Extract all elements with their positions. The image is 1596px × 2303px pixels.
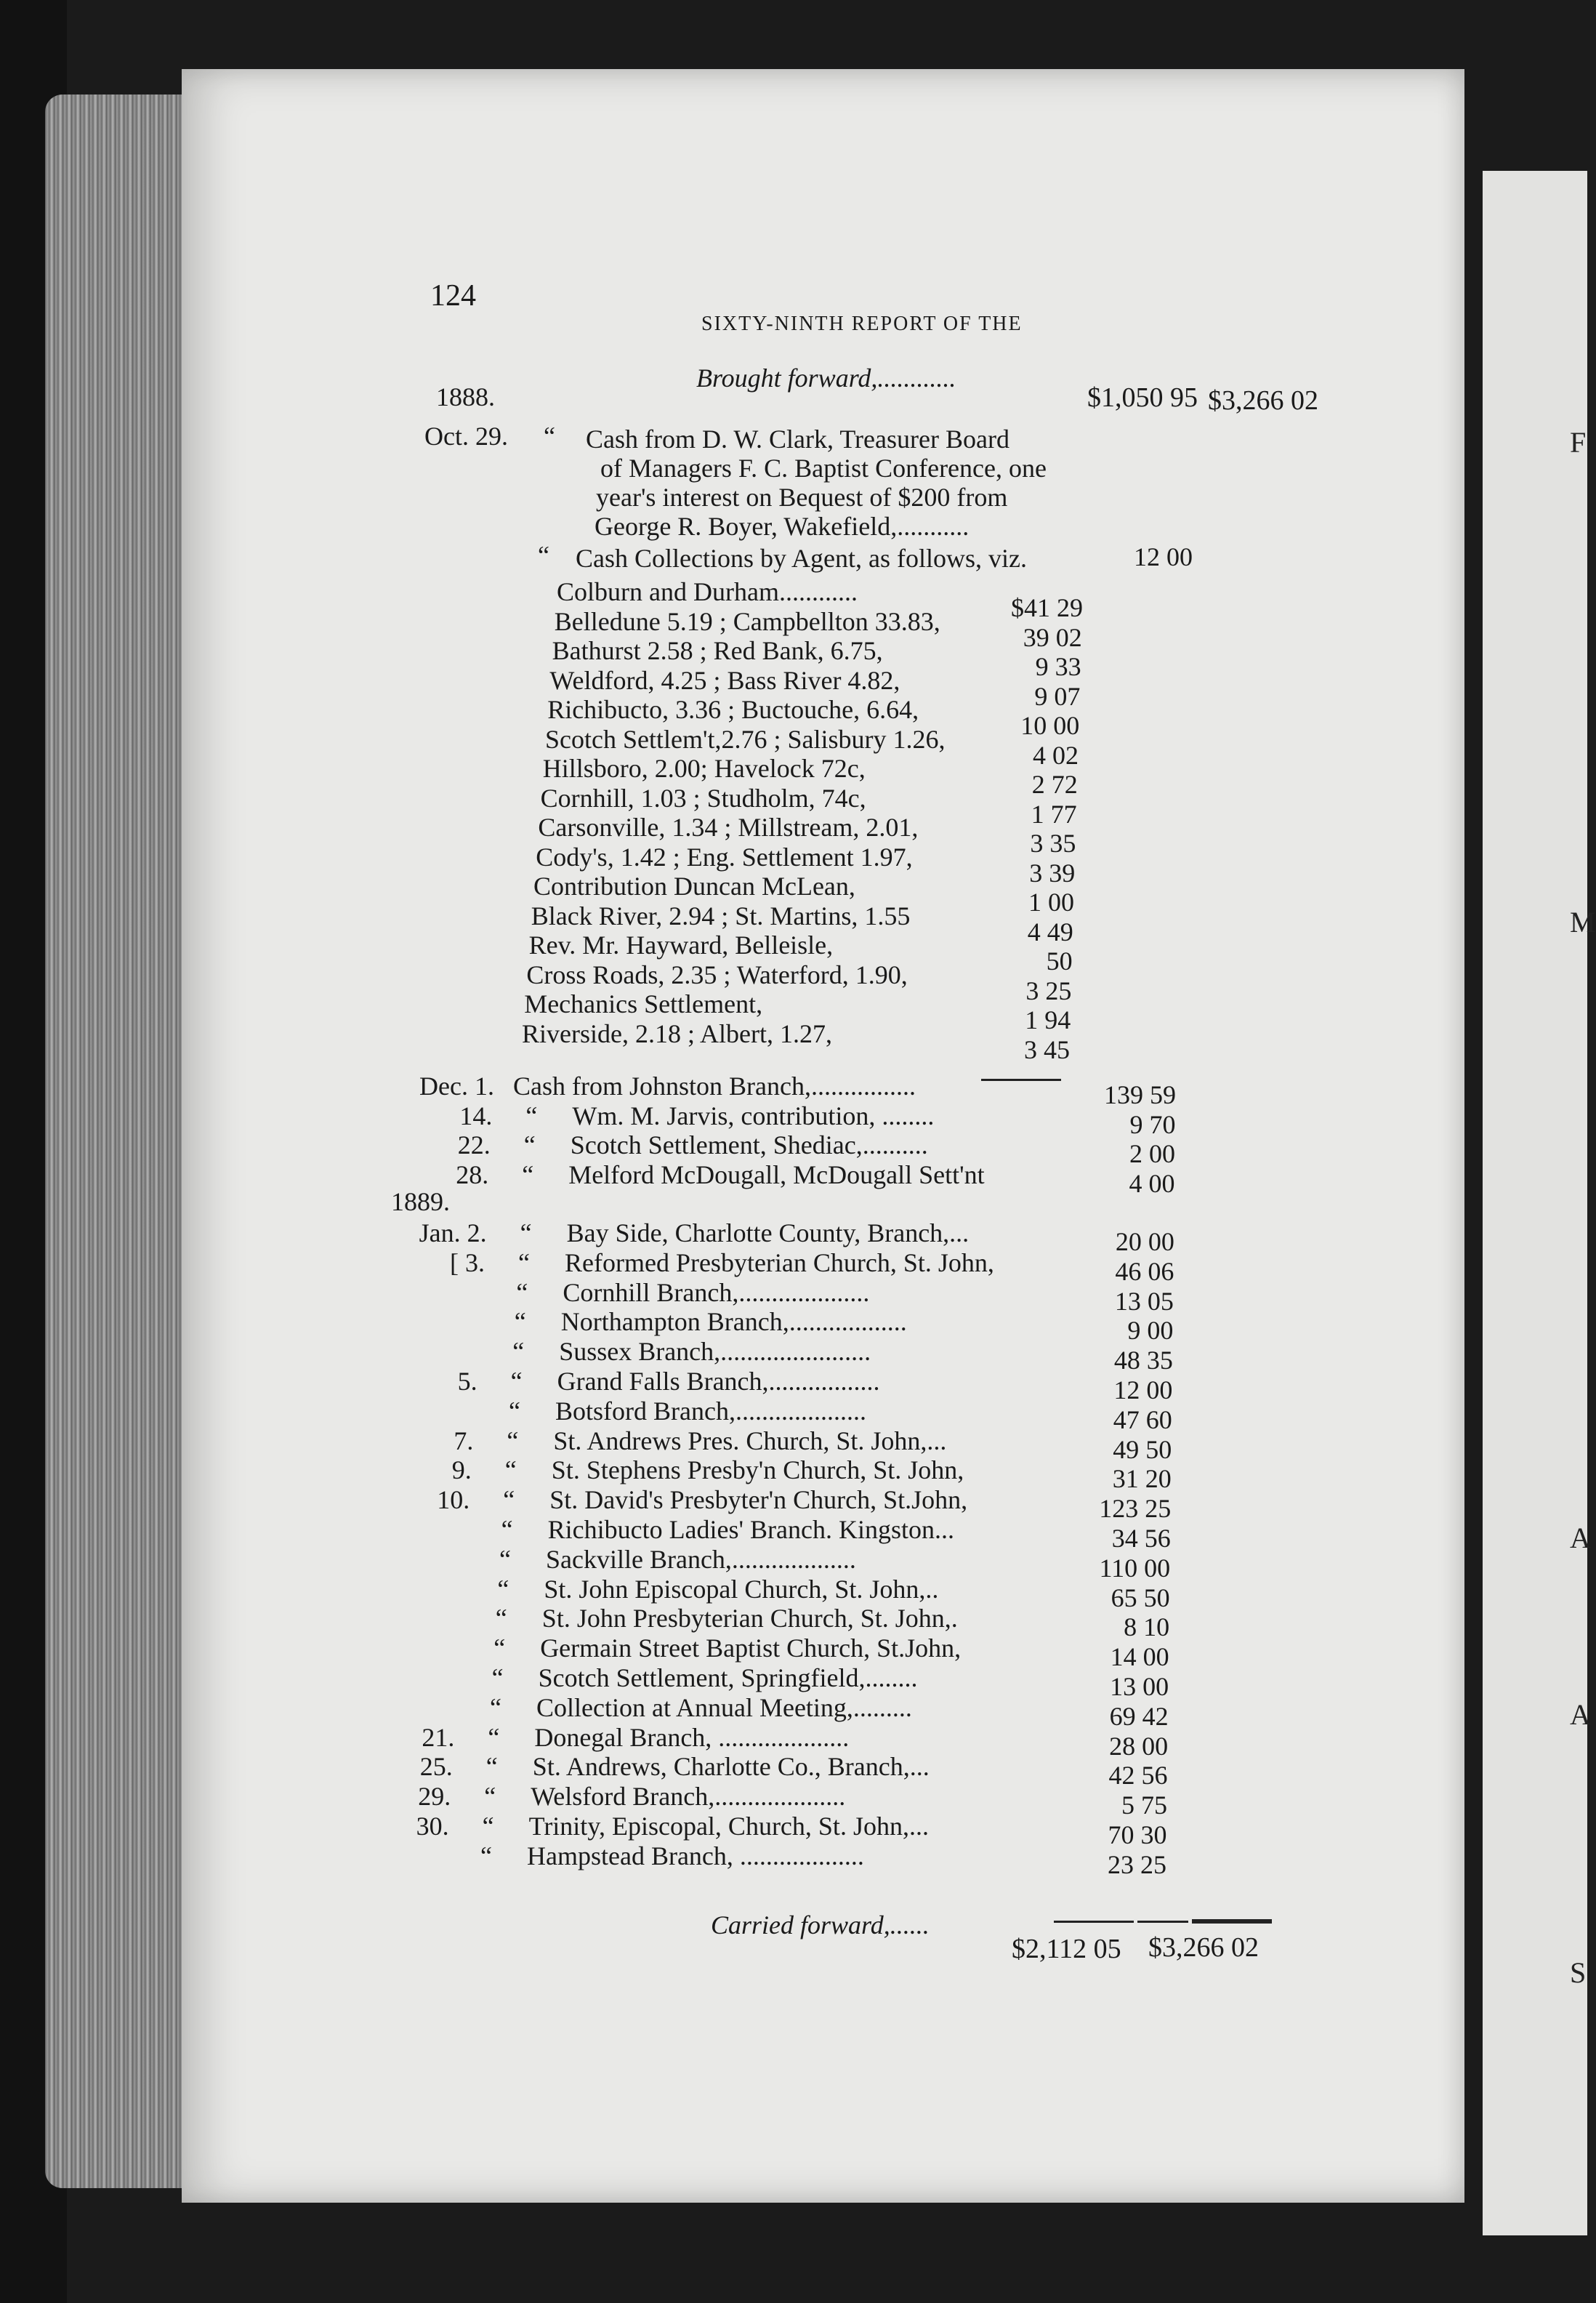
- facing-page-letter: F: [1570, 426, 1587, 459]
- agent-item-text: Weldford, 4.25 ; Bass River 4.82,: [549, 665, 900, 695]
- carried-forward-label: Carried forward,......: [711, 1910, 930, 1940]
- entry-date: Dec. 1.: [419, 1072, 494, 1101]
- ditto-mark: “: [523, 1130, 536, 1159]
- entry-text: Collection at Annual Meeting,.........: [536, 1692, 912, 1722]
- agent-item-amount: $41 29: [1011, 593, 1083, 622]
- agent-item-amount: 39 02: [1023, 622, 1082, 652]
- entry-date: Jan. 2.: [419, 1218, 487, 1247]
- ditto-mark: “: [520, 1218, 532, 1247]
- ditto-mark: “: [490, 1692, 501, 1722]
- table-row: [0, 1722, 1587, 1761]
- entry-date: 29.: [418, 1782, 451, 1812]
- ditto-mark: “: [504, 1455, 517, 1485]
- entry-text: Cornhill Branch,....................: [563, 1277, 870, 1307]
- entry-amount: 12 00: [1134, 542, 1193, 571]
- ditto-mark: “: [497, 1574, 509, 1604]
- agent-item-text: Cross Roads, 2.35 ; Waterford, 1.90,: [526, 960, 908, 989]
- facing-page: [1483, 171, 1587, 2235]
- table-row: [0, 1663, 1587, 1701]
- table-row: [0, 1159, 1587, 1198]
- table-row: [0, 1396, 1587, 1434]
- entry-date: 21.: [422, 1722, 455, 1752]
- entry-text: St. Stephens Presby'n Church, St. John,: [551, 1455, 964, 1485]
- entry-text: year's interest on Bequest of $200 from: [596, 483, 1008, 512]
- ditto-mark: “: [485, 1752, 498, 1782]
- agent-collections-header: Cash Collections by Agent, as follows, viz.: [576, 544, 1027, 573]
- table-row: [0, 1367, 1587, 1404]
- entry-amount: 65 50: [1111, 1583, 1170, 1612]
- entry-amount: 42 56: [1108, 1761, 1168, 1790]
- table-row: [0, 1101, 1587, 1139]
- entry-amount: 9 00: [1127, 1316, 1174, 1346]
- entry-amount: 48 35: [1113, 1346, 1173, 1375]
- entry-date: 7.: [454, 1426, 474, 1455]
- agent-item-amount: 9 07: [1034, 681, 1081, 711]
- agent-item-text: Carsonville, 1.34 ; Millstream, 2.01,: [538, 813, 919, 842]
- entry-date: [ 3.: [450, 1247, 485, 1277]
- entry-text: George R. Boyer, Wakefield,...........: [595, 512, 970, 541]
- ditto-mark: “: [488, 1722, 500, 1752]
- agent-item-text: Scotch Settlem't,2.76 ; Salisbury 1.26,: [545, 724, 946, 754]
- agent-item-amount: 3 25: [1025, 976, 1072, 1005]
- entry-text: Germain Street Baptist Church, St.John,: [540, 1633, 962, 1663]
- agent-item-amount: 3 35: [1030, 829, 1076, 858]
- entry-text: of Managers F. C. Baptist Conference, one: [600, 454, 1047, 483]
- running-head: SIXTY-NINTH REPORT OF THE: [701, 313, 1023, 335]
- agent-item-text: Riverside, 2.18 ; Albert, 1.27,: [522, 1018, 832, 1048]
- table-row: [0, 1337, 1587, 1375]
- ditto-mark: “: [538, 541, 549, 570]
- agent-item-amount: 2 72: [1031, 770, 1078, 799]
- entry-amount: 49 50: [1113, 1434, 1172, 1464]
- entry-amount: 123 25: [1099, 1494, 1172, 1524]
- table-row: [0, 1307, 1587, 1346]
- entry-amount: 70 30: [1108, 1820, 1167, 1849]
- table-row: [0, 1072, 1587, 1109]
- ditto-mark: “: [522, 1159, 534, 1189]
- entry-date: 25.: [419, 1752, 453, 1782]
- entry-date: 10.: [437, 1485, 470, 1515]
- entry-date: 28.: [456, 1159, 489, 1189]
- entry-text: Northampton Branch,..................: [560, 1307, 907, 1337]
- total-rule: [1137, 1921, 1188, 1923]
- table-row: [0, 1247, 1587, 1286]
- ditto-mark: “: [514, 1307, 526, 1337]
- entry-amount: 23 25: [1108, 1849, 1166, 1879]
- ditto-mark: “: [484, 1782, 496, 1812]
- agent-item-text: Black River, 2.94 ; St. Martins, 1.55: [531, 901, 911, 931]
- table-row: [0, 1633, 1587, 1672]
- entry-text: Richibucto Ladies' Branch. Kingston...: [547, 1515, 954, 1544]
- ditto-mark: “: [525, 1101, 538, 1130]
- entry-date: 22.: [457, 1130, 491, 1159]
- agent-item-text: Contribution Duncan McLean,: [533, 872, 855, 901]
- entry-date: 30.: [416, 1812, 449, 1841]
- entry-amount: 4 00: [1129, 1168, 1175, 1198]
- table-row: [0, 1812, 1587, 1849]
- agent-item-text: Rev. Mr. Hayward, Belleisle,: [528, 931, 834, 960]
- entry-text: St. Andrews Pres. Church, St. John,...: [553, 1426, 947, 1455]
- entry-text: Botsford Branch,....................: [555, 1396, 866, 1426]
- entry-text: Cash from Johnston Branch,................: [513, 1072, 916, 1101]
- facing-page-letter: A: [1570, 1522, 1591, 1554]
- entry-amount: 46 06: [1115, 1256, 1174, 1286]
- table-row: [0, 1574, 1587, 1612]
- table-row: [0, 1130, 1587, 1168]
- facing-page-letter: S: [1570, 1956, 1587, 1989]
- entry-amount: 2 00: [1129, 1139, 1175, 1168]
- entry-date: 9.: [451, 1455, 472, 1485]
- entry-date: 14.: [459, 1101, 493, 1130]
- table-row: [0, 1426, 1587, 1464]
- ditto-mark: “: [491, 1663, 504, 1692]
- carried-forward-total: $3,266 02: [1148, 1932, 1259, 1963]
- entry-text: Melford McDougall, McDougall Sett'nt: [568, 1159, 985, 1189]
- entry-amount: 13 05: [1114, 1286, 1174, 1316]
- entry-text: Donegal Branch, ....................: [534, 1722, 850, 1752]
- entry-amount: 5 75: [1121, 1790, 1168, 1820]
- entry-date: Oct. 29.: [424, 422, 508, 451]
- entry-text: St. John Presbyterian Church, St. John,.: [541, 1604, 958, 1633]
- entry-text: Bay Side, Charlotte County, Branch,...: [566, 1218, 970, 1247]
- entry-text: Welsford Branch,....................: [531, 1782, 846, 1812]
- entry-amount: 12 00: [1113, 1375, 1173, 1404]
- entry-text: Grand Falls Branch,.................: [557, 1367, 880, 1396]
- ditto-mark: “: [510, 1367, 523, 1396]
- table-row: [0, 1515, 1587, 1553]
- entry-amount: 9 70: [1129, 1109, 1176, 1139]
- brought-forward-amount: $1,050 95: [1087, 382, 1198, 413]
- ditto-mark: “: [509, 1396, 520, 1426]
- entry-text: St. David's Presbyter'n Church, St.John,: [549, 1485, 968, 1515]
- agent-item-text: Hillsboro, 2.00; Havelock 72c,: [542, 754, 866, 783]
- facing-page-letter: A: [1570, 1698, 1591, 1731]
- agent-item-amount: 10 00: [1020, 711, 1080, 740]
- entry-amount: 139 59: [1104, 1080, 1176, 1109]
- ditto-mark: “: [482, 1812, 494, 1841]
- table-row: [0, 1782, 1587, 1820]
- entry-amount: 28 00: [1109, 1731, 1169, 1761]
- entry-amount: 13 00: [1110, 1672, 1169, 1701]
- entry-text: Reformed Presbyterian Church, St. John,: [565, 1247, 994, 1277]
- agent-item-text: Richibucto, 3.36 ; Buctouche, 6.64,: [547, 695, 919, 724]
- entry-text: Trinity, Episcopal, Church, St. John,...: [528, 1812, 929, 1841]
- page-number: 124: [430, 279, 476, 313]
- agent-item-amount: 50: [1046, 946, 1073, 976]
- entry-amount: 47 60: [1113, 1404, 1172, 1434]
- table-row: [0, 1692, 1587, 1731]
- entry-text: Sussex Branch,.......................: [559, 1337, 871, 1367]
- ditto-mark: “: [544, 422, 555, 451]
- brought-forward-total: $3,266 02: [1208, 385, 1318, 416]
- entry-text: Hampstead Branch, ...................: [527, 1841, 864, 1870]
- table-row: [0, 1752, 1587, 1790]
- agent-item-amount: 3 39: [1029, 858, 1076, 888]
- year-label: 1888.: [436, 382, 495, 411]
- agent-item-amount: 1 77: [1031, 799, 1077, 829]
- ditto-mark: “: [499, 1544, 511, 1574]
- agent-item-text: Cornhill, 1.03 ; Studholm, 74c,: [540, 783, 866, 813]
- year-label: 1889.: [391, 1187, 450, 1216]
- ditto-mark: “: [507, 1426, 519, 1455]
- agent-item-amount: 4 02: [1033, 740, 1079, 770]
- entry-amount: 20 00: [1115, 1227, 1174, 1256]
- entry-amount: 110 00: [1099, 1553, 1171, 1583]
- total-rule: [1192, 1919, 1272, 1924]
- entry-text: St. Andrews, Charlotte Co., Branch,...: [532, 1752, 930, 1782]
- ditto-mark: “: [516, 1277, 528, 1307]
- entry-text: Scotch Settlement, Springfield,........: [538, 1663, 918, 1692]
- ditto-mark: “: [512, 1337, 525, 1367]
- entry-date: 5.: [457, 1367, 477, 1396]
- table-row: [0, 1841, 1587, 1879]
- table-row: [0, 1485, 1587, 1524]
- table-row: [0, 1455, 1587, 1494]
- entry-text: Sackville Branch,...................: [546, 1544, 856, 1574]
- brought-forward-label: Brought forward,............: [696, 363, 956, 393]
- agent-item-text: Mechanics Settlement,: [524, 989, 763, 1018]
- table-row: [0, 1544, 1587, 1583]
- carried-forward-amount: $2,112 05: [1012, 1934, 1121, 1964]
- agent-item-amount: 9 33: [1035, 652, 1081, 681]
- ditto-mark: “: [518, 1247, 530, 1277]
- entry-amount: 34 56: [1111, 1524, 1171, 1553]
- table-row: [0, 1604, 1587, 1642]
- table-row: [0, 1218, 1587, 1256]
- ditto-mark: “: [480, 1841, 492, 1870]
- ditto-mark: “: [501, 1515, 513, 1544]
- entry-amount: 69 42: [1109, 1701, 1169, 1731]
- agent-item-text: Cody's, 1.42 ; Eng. Settlement 1.97,: [536, 842, 913, 872]
- entry-text: Cash from D. W. Clark, Treasurer Board: [586, 425, 1009, 454]
- ditto-mark: “: [495, 1604, 507, 1633]
- agent-item-amount: 1 00: [1028, 888, 1074, 917]
- entry-text: Scotch Settlement, Shediac,..........: [570, 1130, 928, 1159]
- ditto-mark: “: [493, 1633, 506, 1663]
- table-row: [0, 1277, 1587, 1316]
- agent-item-amount: 4 49: [1027, 917, 1073, 946]
- ditto-mark: “: [503, 1485, 515, 1515]
- agent-item-amount: 1 94: [1025, 1005, 1071, 1034]
- agent-item-text: Belledune 5.19 ; Campbellton 33.83,: [554, 606, 940, 636]
- entry-amount: 8 10: [1124, 1612, 1170, 1642]
- entry-amount: 14 00: [1110, 1642, 1169, 1672]
- entry-text: Wm. M. Jarvis, contribution, ........: [572, 1101, 935, 1130]
- entry-text: St. John Episcopal Church, St. John,..: [544, 1574, 939, 1604]
- total-rule: [1054, 1921, 1134, 1923]
- agent-item-text: Bathurst 2.58 ; Red Bank, 6.75,: [552, 636, 883, 665]
- agent-item-amount: 3 45: [1024, 1034, 1070, 1064]
- agent-item-text: Colburn and Durham............: [557, 577, 858, 606]
- facing-page-letter: M: [1570, 906, 1596, 939]
- entry-amount: 31 20: [1112, 1464, 1172, 1494]
